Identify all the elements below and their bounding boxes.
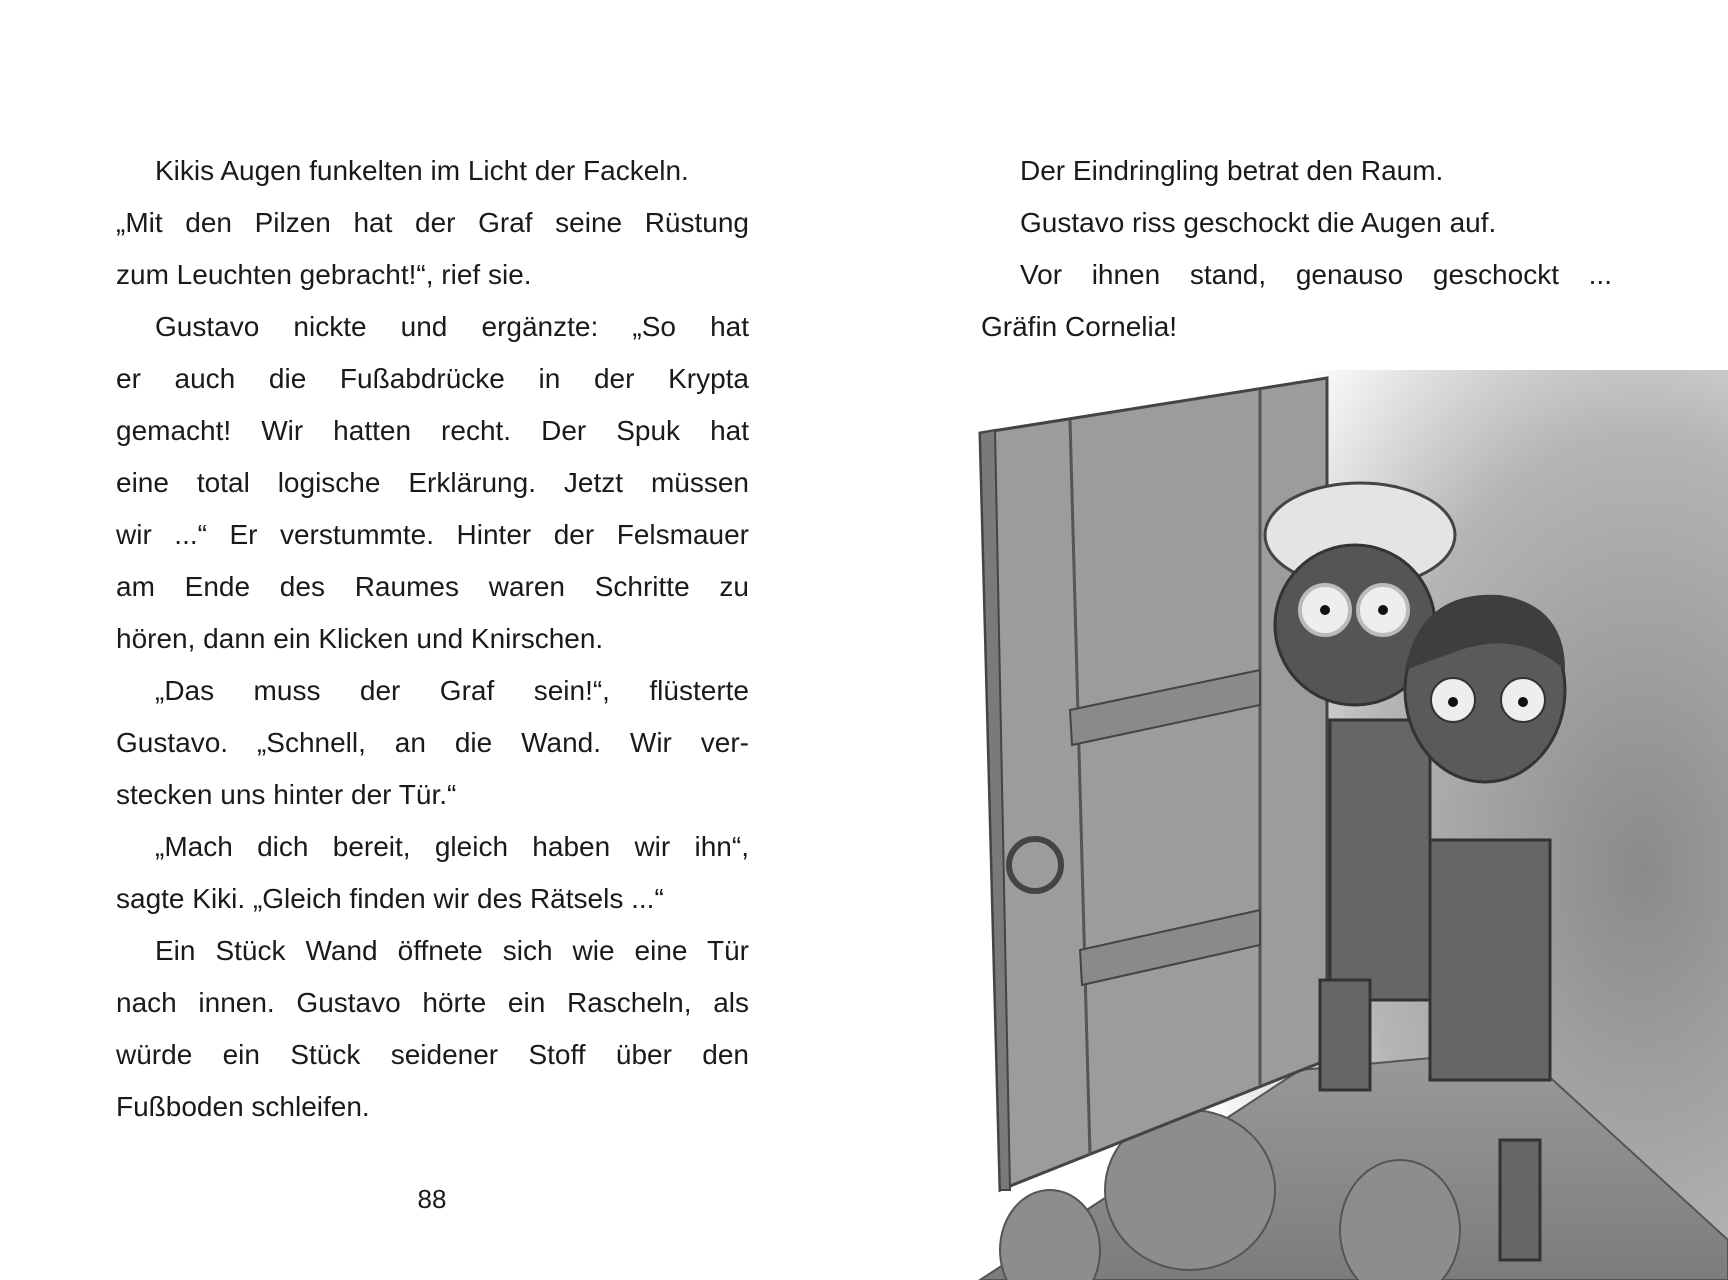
- door: [980, 378, 1327, 1190]
- text-line: Vor ihnen stand, genauso geschockt ...: [1020, 259, 1612, 290]
- paragraph: [116, 301, 749, 665]
- paragraph: [116, 665, 749, 821]
- door-and-two-children-illustration: [900, 370, 1728, 1280]
- left-page-text: [116, 145, 749, 1133]
- page-number: 88: [417, 1184, 447, 1214]
- text-line: Gustavo. „Schnell, an die Wand. Wir ver-: [116, 727, 749, 758]
- text-line: hören, dann ein Klicken und Knirschen.: [116, 623, 604, 654]
- text-line: „Das muss der Graf sein!“, flüsterte: [155, 675, 749, 706]
- text-line: Der Eindringling betrat den Raum.: [1020, 155, 1444, 186]
- right-page-text: [981, 145, 1612, 353]
- paragraph: [116, 925, 749, 1133]
- text-line: zum Leuchten gebracht!“, rief sie.: [116, 259, 532, 290]
- text-line: „Mit den Pilzen hat der Graf seine Rüstung: [116, 207, 749, 238]
- text-line: er auch die Fußabdrücke in der Krypta: [116, 363, 749, 394]
- text-line: wir ...“ Er verstummte. Hinter der Felsmauer: [116, 519, 749, 550]
- text-line: eine total logische Erklärung. Jetzt müssen: [116, 467, 749, 498]
- text-line: Gustavo riss geschockt die Augen auf.: [1020, 207, 1497, 238]
- text-line: gemacht! Wir hatten recht. Der Spuk hat: [116, 415, 749, 446]
- text-line: Ein Stück Wand öffnete sich wie eine Tür: [155, 935, 749, 966]
- text-line: „Mach dich bereit, gleich haben wir ihn“,: [155, 831, 749, 862]
- paragraph: [981, 197, 1612, 249]
- text-line: Gräfin Cornelia!: [981, 311, 1178, 342]
- paragraph: [116, 197, 749, 301]
- text-line: am Ende des Raumes waren Schritte zu: [116, 571, 749, 602]
- paragraph: [116, 821, 749, 925]
- text-line: stecken uns hinter der Tür.“: [116, 779, 457, 810]
- text-line: nach innen. Gustavo hörte ein Rascheln, als: [116, 987, 749, 1018]
- text-line: würde ein Stück seidener Stoff über den: [116, 1039, 749, 1070]
- paragraph: [981, 145, 1612, 197]
- paragraph: [981, 249, 1612, 353]
- paragraph: [116, 145, 749, 197]
- text-line: Fußboden schleifen.: [116, 1091, 370, 1122]
- text-line: Gustavo nickte und ergänzte: „So hat: [155, 311, 749, 342]
- text-line: Kikis Augen funkelten im Licht der Fackeln.: [155, 155, 689, 186]
- text-line: sagte Kiki. „Gleich finden wir des Rätsels ...“: [116, 883, 664, 914]
